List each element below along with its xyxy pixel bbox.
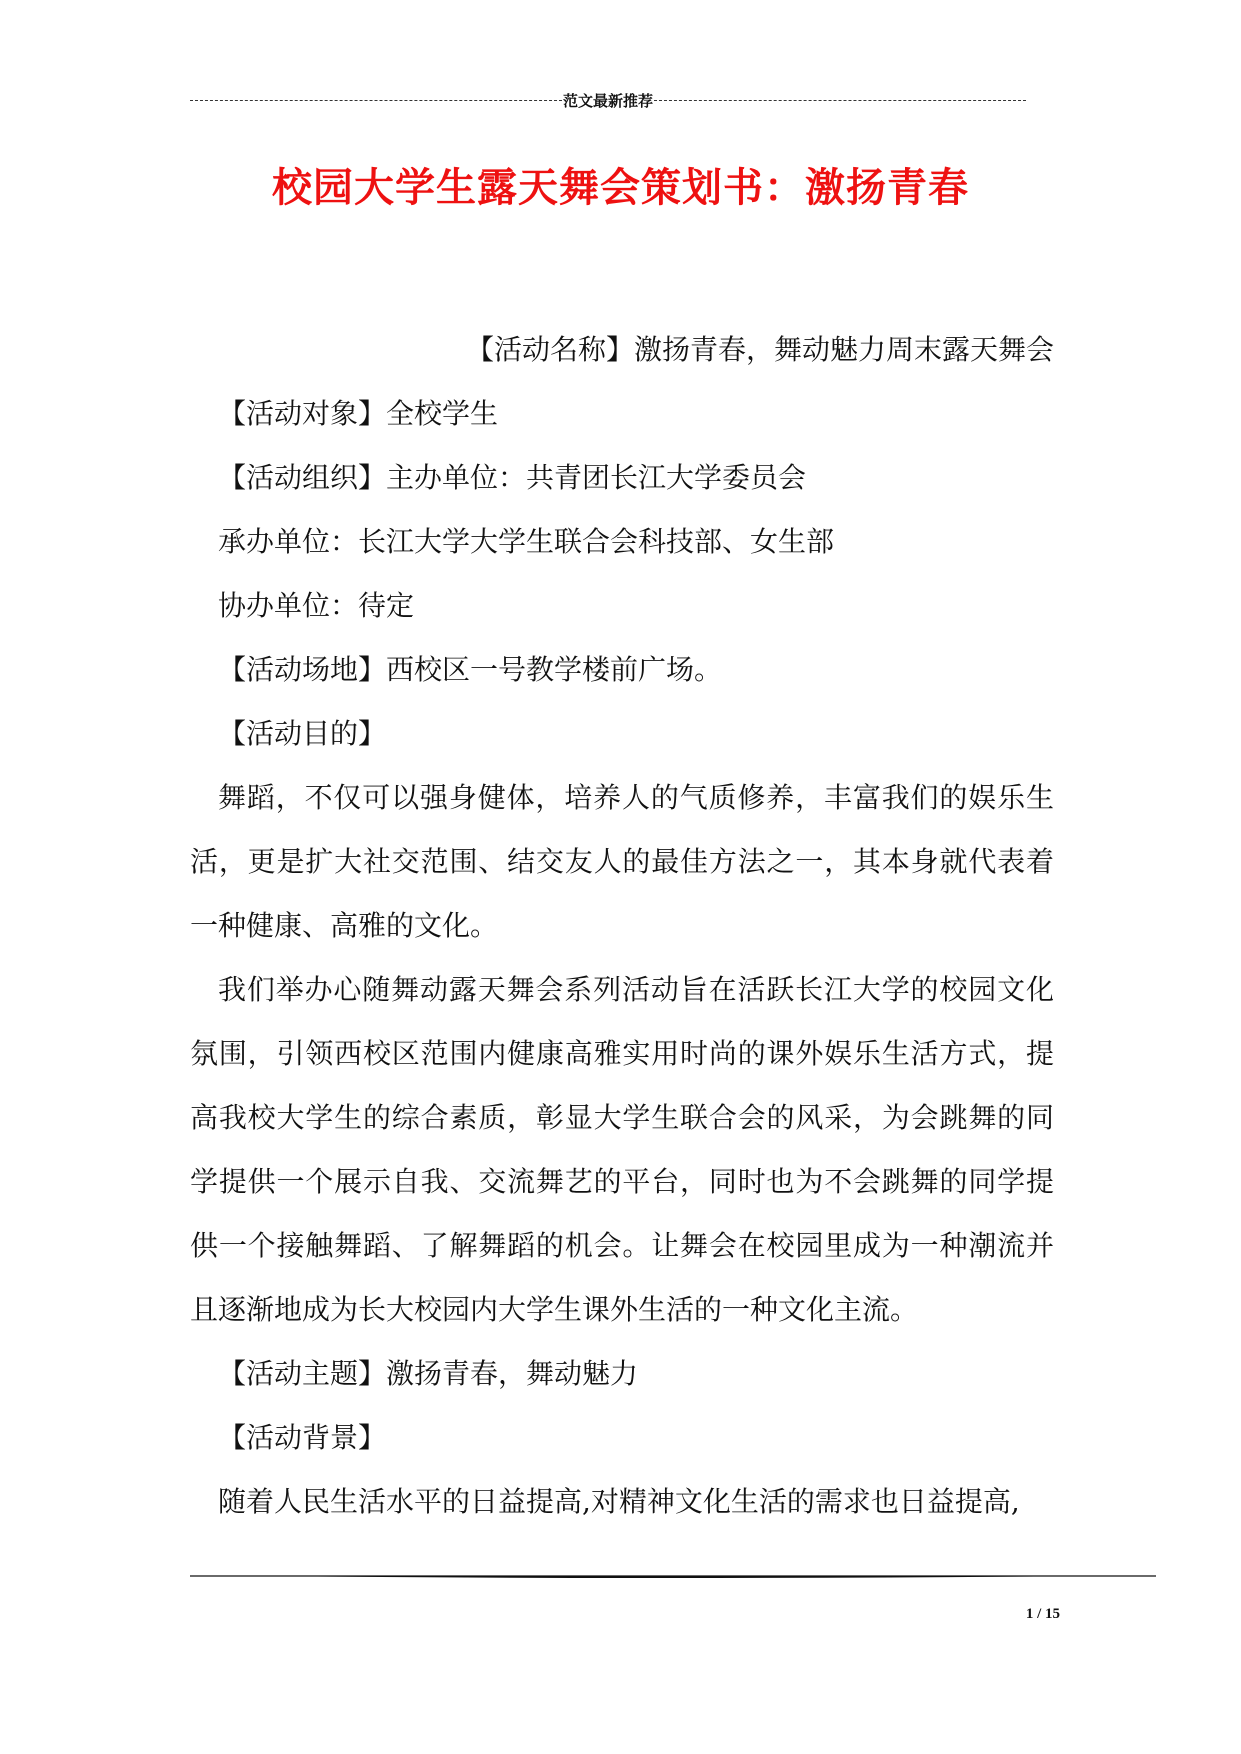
co-organizer-line: 协办单位：待定 — [218, 589, 415, 622]
header-label: 范文最新推荐 — [563, 91, 654, 110]
activity-org-line: 【活动组织】主办单位：共青团长江大学委员会 — [218, 461, 807, 494]
activity-name-line: 【活动名称】激扬青春，舞动魅力周末露天舞会 — [465, 333, 1054, 366]
background-paragraph-1: 随着人民生活水平的日益提高,对精神文化生活的需求也日益提高, — [218, 1485, 1020, 1518]
purpose-paragraph-1: 舞蹈，不仅可以强身健体，培养人的气质修养，丰富我们的娱乐生活，更是扩大社交范围、结交友人的最佳方法之一，其本身就代表着一种健康、高雅的文化。 — [190, 781, 1054, 942]
purpose-heading: 【活动目的】 — [218, 717, 387, 750]
document-body — [190, 318, 1054, 1534]
header-dash-right — [654, 100, 1026, 101]
document-title: 校园大学生露天舞会策划书：激扬青春 — [272, 164, 969, 211]
purpose-paragraph-2: 我们举办心随舞动露天舞会系列活动旨在活跃长江大学的校园文化氛围，引领西校区范围内健康高雅实用时尚的课外娱乐生活方式，提高我校大学生的综合素质，彰显大学生联合会的风采，为会跳舞的同学提供一个展示自我、交流舞艺的平台，同时也为不会跳舞的同学提供一个接触舞蹈、了解舞蹈的机会。让舞会在校园里成为一种潮流并且逐渐地成为长大校园内大学生课外生活的一种文化主流。 — [190, 973, 1054, 1326]
organizer-line: 承办单位：长江大学大学生联合会科技部、女生部 — [218, 525, 835, 558]
venue-line: 【活动场地】西校区一号教学楼前广场。 — [218, 653, 723, 686]
footer-rule-line — [190, 1574, 1156, 1580]
activity-target-line: 【活动对象】全校学生 — [218, 397, 499, 430]
theme-line: 【活动主题】激扬青春，舞动魅力 — [218, 1357, 639, 1390]
footer-rule — [190, 1574, 1156, 1580]
page-header — [190, 88, 1026, 112]
header-dash-left — [190, 100, 562, 101]
background-heading: 【活动背景】 — [218, 1421, 387, 1454]
page-number: 1 / 15 — [1025, 1606, 1060, 1622]
